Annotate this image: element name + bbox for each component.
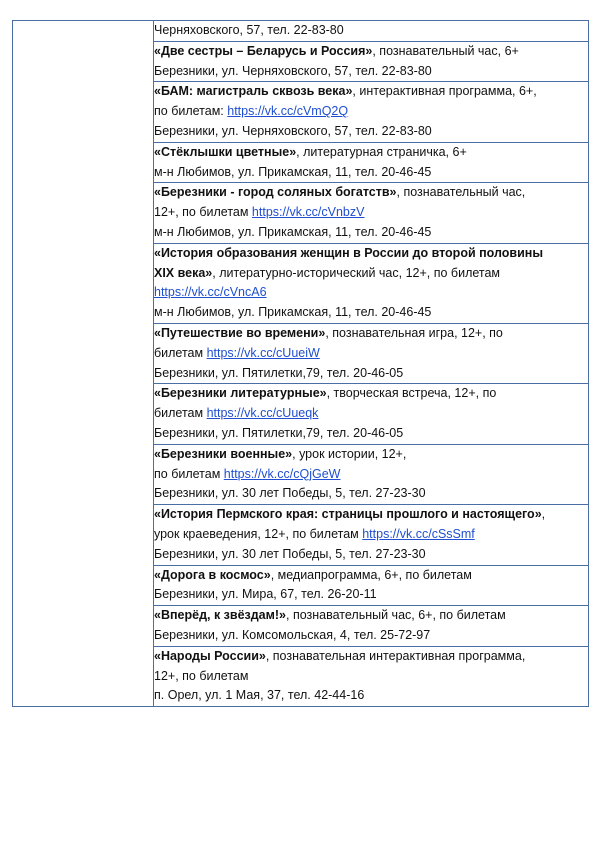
event-line	[154, 344, 588, 364]
event-line	[154, 384, 588, 404]
event-title: XIX века»	[154, 265, 213, 280]
event-text: , интерактивная программа, 6+,	[352, 84, 537, 99]
event-text: Березники, ул. Пятилетки,79, тел. 20-46-05	[154, 365, 404, 380]
event-text: по билетам:	[154, 104, 228, 119]
event-cell	[154, 384, 589, 444]
event-text: 12+, по билетам	[154, 205, 252, 220]
ticket-link[interactable]: https://vk.cc/cUueiW	[206, 345, 320, 360]
event-line	[154, 424, 588, 444]
event-text: урок краеведения, 12+, по билетам	[154, 526, 363, 541]
event-title: «История Пермского края: страницы прошлого и настоящего»	[154, 507, 542, 522]
event-title: «Березники военные»	[154, 446, 293, 461]
event-line	[154, 203, 588, 223]
event-text: Березники, ул. Мира, 67, тел. 26-20-11	[154, 587, 377, 602]
event-title: «Березники - город соляных богатств»	[154, 185, 397, 200]
event-cell	[154, 444, 589, 504]
event-text: , урок истории, 12+,	[292, 446, 407, 461]
events-table	[12, 20, 589, 707]
event-cell	[154, 21, 589, 42]
event-line	[154, 102, 588, 122]
event-cell	[154, 505, 589, 565]
event-title: «Две сестры – Беларусь и Россия»	[154, 43, 373, 58]
event-title: «Вперёд, к звёздам!»	[154, 608, 286, 623]
event-line	[154, 404, 588, 424]
event-line	[154, 484, 588, 504]
event-line	[154, 566, 588, 586]
event-text: , литературная страничка, 6+	[296, 144, 467, 159]
event-line	[154, 223, 588, 243]
ticket-link[interactable]: https://vk.cc/cSsSmf	[362, 526, 475, 541]
event-line	[154, 626, 588, 646]
event-text: Березники, ул. Пятилетки,79, тел. 20-46-05	[154, 425, 404, 440]
event-line	[154, 445, 588, 465]
event-line	[154, 62, 588, 82]
event-line	[154, 585, 588, 605]
event-text: м-н Любимов, ул. Прикамская, 11, тел. 20-46-45	[154, 305, 432, 320]
event-text: по билетам	[154, 466, 224, 481]
event-text: Березники, ул. Черняховского, 57, тел. 22-83-80	[154, 63, 432, 78]
event-line	[154, 667, 588, 687]
event-cell	[154, 323, 589, 383]
event-title: «Дорога в космос»	[154, 567, 271, 582]
event-text: Березники, ул. Комсомольская, 4, тел. 25-72-97	[154, 627, 431, 642]
event-line	[154, 283, 588, 303]
event-text: билетам	[154, 406, 207, 421]
event-line	[154, 505, 588, 525]
event-line	[154, 21, 588, 41]
event-cell	[154, 183, 589, 243]
event-line	[154, 183, 588, 203]
ticket-link[interactable]: https://vk.cc/cUueqk	[206, 406, 319, 421]
event-line	[154, 303, 588, 323]
event-text: , познавательный час, 6+	[372, 43, 519, 58]
event-cell	[154, 82, 589, 142]
event-line	[154, 647, 588, 667]
event-cell	[154, 142, 589, 183]
event-title: «Путешествие во времени»	[154, 325, 326, 340]
event-line	[154, 42, 588, 62]
event-title: «Стёклышки цветные»	[154, 144, 297, 159]
event-line	[154, 82, 588, 102]
event-line	[154, 364, 588, 384]
event-text: Березники, ул. 30 лет Победы, 5, тел. 27-23-30	[154, 546, 426, 561]
event-title: «БАМ: магистраль сквозь века»	[154, 84, 353, 99]
event-line	[154, 163, 588, 183]
events-table-body	[13, 21, 589, 707]
event-text: билетам	[154, 345, 207, 360]
event-line	[154, 324, 588, 344]
event-line	[154, 122, 588, 142]
ticket-link[interactable]: https://vk.cc/cVncA6	[154, 285, 267, 300]
event-cell	[154, 243, 589, 323]
event-text: , литературно-исторический час, 12+, по билетам	[212, 265, 501, 280]
ticket-link[interactable]: https://vk.cc/cVnbzV	[251, 205, 365, 220]
event-cell	[154, 565, 589, 606]
ticket-link[interactable]: https://vk.cc/cQjGeW	[223, 466, 341, 481]
event-text: ,	[541, 507, 546, 522]
event-line	[154, 264, 588, 284]
event-row	[13, 21, 589, 42]
date-column-cell	[13, 21, 154, 707]
event-text: , познавательный час,	[396, 185, 526, 200]
event-cell	[154, 606, 589, 647]
event-line	[154, 465, 588, 485]
event-title: «Народы России»	[154, 648, 266, 663]
event-cell	[154, 41, 589, 82]
event-text: Черняховского, 57, тел. 22-83-80	[154, 23, 344, 37]
event-line	[154, 143, 588, 163]
event-text: , познавательная игра, 12+, по	[325, 325, 503, 340]
event-text: Березники, ул. Черняховского, 57, тел. 22-83-80	[154, 123, 432, 138]
event-text: м-н Любимов, ул. Прикамская, 11, тел. 20-46-45	[154, 164, 432, 179]
event-text: п. Орел, ул. 1 Мая, 37, тел. 42-44-16	[154, 688, 365, 703]
event-line	[154, 686, 588, 706]
event-line	[154, 545, 588, 565]
event-text: , познавательный час, 6+, по билетам	[286, 608, 506, 623]
event-text: , познавательная интерактивная программа,	[265, 648, 526, 663]
event-line	[154, 606, 588, 626]
event-text: Березники, ул. 30 лет Победы, 5, тел. 27-23-30	[154, 486, 426, 501]
event-text: 12+, по билетам	[154, 668, 249, 683]
event-text: , медиапрограмма, 6+, по билетам	[270, 567, 472, 582]
event-text: м-н Любимов, ул. Прикамская, 11, тел. 20-46-45	[154, 224, 432, 239]
event-line	[154, 244, 588, 264]
ticket-link[interactable]: https://vk.cc/cVmQ2Q	[227, 104, 349, 119]
event-cell	[154, 646, 589, 706]
event-text: , творческая встреча, 12+, по	[326, 386, 497, 401]
event-title: «История образования женщин в России до второй половины	[154, 245, 543, 260]
event-line	[154, 525, 588, 545]
event-title: «Березники литературные»	[154, 386, 327, 401]
